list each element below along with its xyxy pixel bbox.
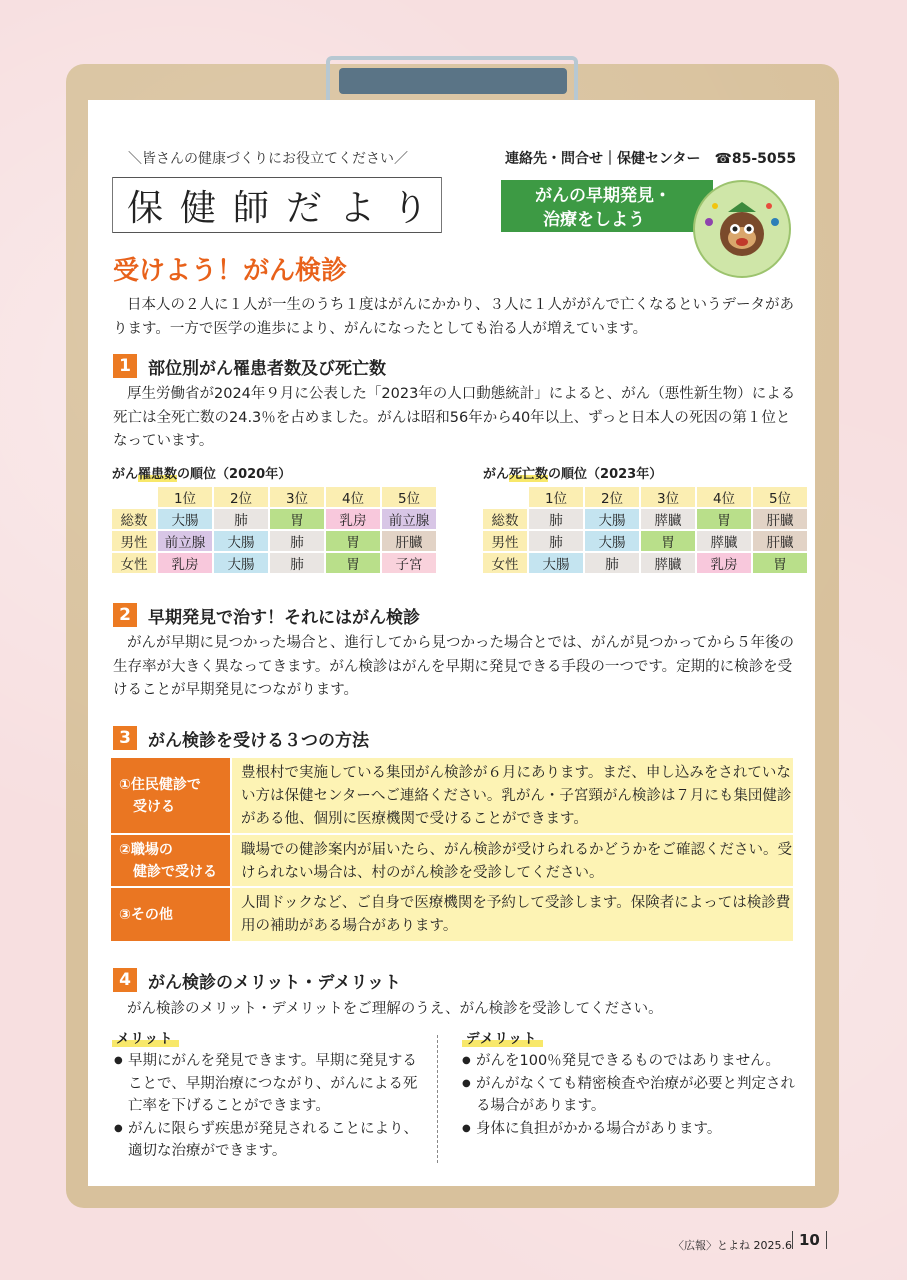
table-row xyxy=(483,531,807,551)
table-cell: 肺 xyxy=(214,509,268,529)
rank-header: 4位 xyxy=(326,487,380,507)
table-cell: 肺 xyxy=(529,531,583,551)
table-cell: 大腸 xyxy=(529,553,583,573)
table-corner xyxy=(483,487,527,507)
method-row xyxy=(111,758,793,833)
table-cell: 大腸 xyxy=(214,553,268,573)
rank-header: 1位 xyxy=(529,487,583,507)
table-cell: 膵臓 xyxy=(641,509,695,529)
row-label: 女性 xyxy=(483,553,527,573)
rank-header: 3位 xyxy=(641,487,695,507)
section4-title: がん検診のメリット・デメリット xyxy=(148,973,401,993)
clip-bar xyxy=(339,68,567,94)
method-label: ①住民健診で 受ける xyxy=(111,758,230,833)
table-cell: 大腸 xyxy=(214,531,268,551)
table-cell: 肝臓 xyxy=(382,531,436,551)
table-row xyxy=(483,553,807,573)
rank-header: 1位 xyxy=(158,487,212,507)
demerit-item: ● がんがなくても精密検査や治療が必要と判定される場合があります。 xyxy=(462,1073,796,1118)
rank-header: 2位 xyxy=(585,487,639,507)
page-title xyxy=(112,177,442,233)
rank-header: 4位 xyxy=(697,487,751,507)
row-label: 総数 xyxy=(112,509,156,529)
row-label: 男性 xyxy=(483,531,527,551)
table-cell: 胃 xyxy=(641,531,695,551)
table-cell: 胃 xyxy=(697,509,751,529)
footer-publication: 〈広報〉とよね 2025.6 xyxy=(673,1239,792,1252)
table-cell: 乳房 xyxy=(158,553,212,573)
table-cell: 肺 xyxy=(529,509,583,529)
campaign-banner xyxy=(501,180,713,232)
table-corner xyxy=(112,487,156,507)
table-row xyxy=(112,531,436,551)
title-char: 健 xyxy=(179,187,216,229)
banner-line2: 治療をしよう xyxy=(543,210,645,230)
method-text: 人間ドックなど、ご自身で医療機関を予約して受診します。保険者によっては検診費用の補助がある場合があります。 xyxy=(232,888,793,941)
contact-info: 連絡先・問合せ｜保健センター ☎85-5055 xyxy=(505,151,797,167)
table-row xyxy=(483,509,807,529)
demerit-list xyxy=(462,1050,796,1140)
rank-header: 5位 xyxy=(382,487,436,507)
table-cell: 胃 xyxy=(753,553,807,573)
table-cell: 肝臓 xyxy=(753,531,807,551)
method-row xyxy=(111,888,793,941)
death-caption: がん死亡数の順位（2023年） xyxy=(483,467,663,482)
banner-line1: がんの早期発見・ xyxy=(535,186,671,206)
rank-header: 2位 xyxy=(214,487,268,507)
intro-text: 日本人の２人に１人が一生のうち１度はがんにかかり、３人に１人ががんで亡くなるというデータがあります。一方で医学の進歩により、がんになったとしても治る人が増えています。 xyxy=(113,297,794,337)
header-subtitle: ＼皆さんの健康づくりにお役立てください／ xyxy=(128,151,408,167)
incidence-table xyxy=(110,485,438,575)
table-cell: 胃 xyxy=(270,509,324,529)
merit-item: ● 早期にがんを発見できます。早期に発見することで、早期治療につながり、がんによる死亡率を下げることができます。 xyxy=(114,1050,420,1118)
section1-body: 厚生労働省が2024年９月に公表した「2023年の人口動態統計」によると、がん（悪性新生物）による死亡は全死亡数の24.3％を占めました。がんは昭和56年から40年以上、ずっと日本人の死因の第１位となっています。 xyxy=(113,386,796,449)
row-label: 男性 xyxy=(112,531,156,551)
title-char: 保 xyxy=(126,187,163,229)
table-row xyxy=(112,509,436,529)
table-cell: 前立腺 xyxy=(158,531,212,551)
row-label: 総数 xyxy=(483,509,527,529)
table-cell: 乳房 xyxy=(697,553,751,573)
section1-title: 部位別がん罹患者数及び死亡数 xyxy=(148,359,386,379)
title-char: 師 xyxy=(232,187,269,229)
table-cell: 大腸 xyxy=(585,509,639,529)
row-label: 女性 xyxy=(112,553,156,573)
demerit-item: ● 身体に負担がかかる場合があります。 xyxy=(462,1118,796,1141)
demerit-item: ● がんを100％発見できるものではありません。 xyxy=(462,1050,796,1073)
rank-header: 3位 xyxy=(270,487,324,507)
section2-number: 2 xyxy=(113,603,137,627)
section3-number: 3 xyxy=(113,726,137,750)
method-row xyxy=(111,835,793,886)
death-table xyxy=(481,485,809,575)
merit-item: ● がんに限らず疾患が発見されることにより、適切な治療ができます。 xyxy=(114,1118,420,1163)
table-cell: 肺 xyxy=(585,553,639,573)
page-number: 10 xyxy=(792,1231,827,1249)
table-cell: 膵臓 xyxy=(641,553,695,573)
title-char: よ xyxy=(338,187,375,229)
table-cell: 胃 xyxy=(326,553,380,573)
section1-number: 1 xyxy=(113,354,137,378)
incidence-caption: がん罹患数の順位（2020年） xyxy=(112,467,292,482)
merit-list xyxy=(114,1050,420,1163)
method-text: 職場での健診案内が届いたら、がん検診が受けられるかどうかをご確認ください。受けられない場合は、村のがん検診を受診してください。 xyxy=(232,835,793,886)
table-cell: 肝臓 xyxy=(753,509,807,529)
section2-title: 早期発見で治す！それにはがん検診 xyxy=(148,608,420,628)
section3-title: がん検診を受ける３つの方法 xyxy=(148,731,369,751)
table-cell: 子宮 xyxy=(382,553,436,573)
table-cell: 肺 xyxy=(270,553,324,573)
title-char: り xyxy=(391,187,428,229)
mascot-badge xyxy=(693,180,791,278)
table-cell: 胃 xyxy=(326,531,380,551)
merit-label: メリット xyxy=(112,1027,179,1047)
demerit-label: デメリット xyxy=(462,1027,543,1047)
table-row xyxy=(112,553,436,573)
table-cell: 前立腺 xyxy=(382,509,436,529)
method-text: 豊根村で実施している集団がん検診が６月にあります。まだ、申し込みをされていない方は保健センターへご連絡ください。乳がん・子宮頸がん検診は７月にも集団健診がある他、個別に医療機関で受けることができます。 xyxy=(232,758,793,833)
table-cell: 肺 xyxy=(270,531,324,551)
column-divider xyxy=(437,1035,438,1163)
method-label: ②職場の 健診で受ける xyxy=(111,835,230,886)
method-label: ③その他 xyxy=(111,888,230,941)
table-cell: 乳房 xyxy=(326,509,380,529)
main-heading: 受けよう！がん検診 xyxy=(113,256,348,286)
section4-body: がん検診のメリット・デメリットをご理解のうえ、がん検診を受診してください。 xyxy=(127,1001,663,1017)
section2-body: がんが早期に見つかった場合と、進行してから見つかった場合とでは、がんが見つかってから５年後の生存率が大きく異なってきます。がん検診はがんを早期に発見できる手段の一つです。定期的に検診を受けることが早期発見につながります。 xyxy=(113,635,794,698)
table-cell: 大腸 xyxy=(585,531,639,551)
table-cell: 膵臓 xyxy=(697,531,751,551)
table-cell: 大腸 xyxy=(158,509,212,529)
section4-number: 4 xyxy=(113,968,137,992)
rank-header: 5位 xyxy=(753,487,807,507)
title-char: だ xyxy=(285,187,322,229)
